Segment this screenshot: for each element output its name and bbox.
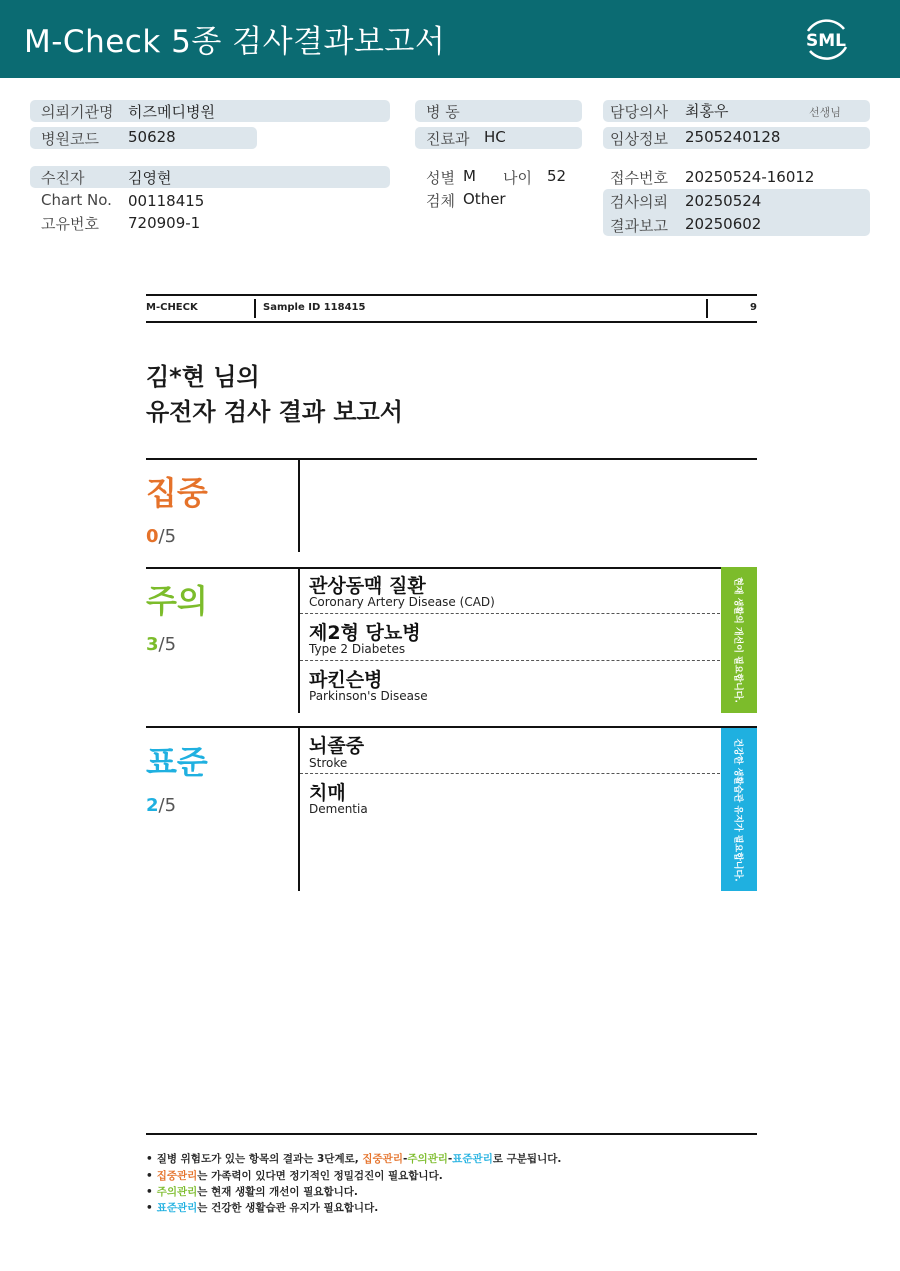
note-text: 로 구분됩니다. xyxy=(492,1153,562,1165)
disease-name-ko: 관상동맥 질환 xyxy=(309,575,426,597)
sex-value: M xyxy=(463,167,476,185)
result-value: 20250602 xyxy=(685,215,762,233)
institution-label: 의뢰기관명 xyxy=(41,103,114,121)
disease-name-ko: 제2형 당뇨병 xyxy=(309,622,421,644)
standard-section-divider xyxy=(298,728,300,891)
focus-section-divider xyxy=(298,460,300,552)
caution-section-name: 주의 xyxy=(146,582,208,620)
report-header-divider xyxy=(706,299,708,318)
hospital-code-label: 병원코드 xyxy=(41,130,99,148)
note-text: 는 가족력이 있다면 정기적인 정밀검진이 필요합니다. xyxy=(197,1170,443,1182)
note-dash: - xyxy=(402,1153,408,1165)
report-brand: M-CHECK xyxy=(146,302,198,313)
disease-name-en: Dementia xyxy=(309,802,368,816)
bullet-icon: • xyxy=(146,1202,153,1214)
page-number: 9 xyxy=(750,302,757,313)
note-tag-standard: 표준관리 xyxy=(452,1153,493,1165)
department-label: 진료과 xyxy=(426,130,470,148)
department-value: HC xyxy=(484,128,506,146)
note-tag-focus: 집중관리 xyxy=(156,1170,198,1182)
specimen-label: 검체 xyxy=(426,192,455,210)
receipt-value: 20250524-16012 xyxy=(685,168,815,186)
standard-count xyxy=(146,795,176,816)
specimen-value: Other xyxy=(463,190,506,208)
header-bar xyxy=(0,0,900,78)
report-header-bottom-rule xyxy=(146,321,757,323)
standard-section-rule xyxy=(146,726,757,728)
disease-name-en: Parkinson's Disease xyxy=(309,689,428,703)
focus-count xyxy=(146,526,176,547)
patient-title-line2: 유전자 검사 결과 보고서 xyxy=(146,398,403,426)
disease-name-ko: 뇌졸중 xyxy=(309,735,365,757)
request-value: 20250524 xyxy=(685,192,762,210)
disease-name-en: Type 2 Diabetes xyxy=(309,642,406,656)
standard-count-value: 2 xyxy=(146,795,159,816)
bullet-icon: • xyxy=(146,1170,153,1182)
id-value: 720909-1 xyxy=(128,214,201,232)
ward-label: 병 동 xyxy=(426,103,460,121)
standard-section-name: 표준 xyxy=(146,743,208,781)
disease-name-ko: 파킨슨병 xyxy=(309,669,383,691)
caution-side-text: 현재 생활의 개선이 필요합니다. xyxy=(732,577,743,703)
request-label: 검사의뢰 xyxy=(610,193,668,211)
patient-label: 수진자 xyxy=(41,169,85,187)
footer-note xyxy=(146,1151,561,1166)
note-dash: - xyxy=(447,1153,453,1165)
patient-value: 김영현 xyxy=(128,169,172,187)
disease-separator xyxy=(300,613,720,614)
focus-section-rule xyxy=(146,458,757,460)
caution-count-total: /5 xyxy=(158,634,177,655)
caution-count-value: 3 xyxy=(146,634,159,655)
disease-separator xyxy=(300,773,720,774)
note-text: 는 현재 생활의 개선이 필요합니다. xyxy=(197,1186,358,1198)
age-label: 나이 xyxy=(503,169,532,187)
focus-count-total: /5 xyxy=(158,526,177,547)
caution-section-rule xyxy=(146,567,757,569)
standard-side-text: 건강한 생활습관 유지가 필요합니다. xyxy=(732,737,743,882)
doctor-suffix: 선생님 xyxy=(809,106,841,119)
patient-title-line1: 김*현 님의 xyxy=(146,363,260,391)
age-value: 52 xyxy=(547,167,567,185)
receipt-label: 접수번호 xyxy=(610,169,668,187)
hospital-code-value: 50628 xyxy=(128,128,176,146)
bullet-icon: • xyxy=(146,1153,153,1165)
note-tag-standard: 표준관리 xyxy=(156,1202,198,1214)
clinical-value: 2505240128 xyxy=(685,128,781,146)
doctor-value: 최홍우 xyxy=(685,102,729,120)
note-tag-caution: 주의관리 xyxy=(407,1153,448,1165)
footer-note xyxy=(146,1184,358,1199)
disease-name-en: Coronary Artery Disease (CAD) xyxy=(309,595,495,609)
caution-count xyxy=(146,634,176,655)
caution-side-banner xyxy=(721,567,757,713)
result-label: 결과보고 xyxy=(610,217,668,235)
report-header-divider xyxy=(254,299,256,318)
footer-note xyxy=(146,1200,378,1215)
doctor-label: 담당의사 xyxy=(610,103,668,121)
sml-logo xyxy=(798,13,854,65)
note-tag-focus: 집중관리 xyxy=(362,1153,403,1165)
focus-section-name: 집중 xyxy=(146,474,208,512)
note-tag-caution: 주의관리 xyxy=(156,1186,198,1198)
bullet-icon: • xyxy=(146,1186,153,1198)
caution-section-divider xyxy=(298,569,300,713)
disease-name-ko: 치매 xyxy=(309,782,346,804)
note-text: 는 건강한 생활습관 유지가 필요합니다. xyxy=(197,1202,379,1214)
focus-count-value: 0 xyxy=(146,526,159,547)
chart-value: 00118415 xyxy=(128,192,205,210)
logo-text: SML xyxy=(806,31,846,51)
id-label: 고유번호 xyxy=(41,215,99,233)
sex-label: 성별 xyxy=(426,169,455,187)
sample-id: Sample ID 118415 xyxy=(263,302,366,313)
clinical-label: 임상정보 xyxy=(610,130,668,148)
disease-name-en: Stroke xyxy=(309,756,348,770)
footer-rule xyxy=(146,1133,757,1135)
institution-value: 히즈메디병원 xyxy=(128,103,215,121)
footer-note xyxy=(146,1168,443,1183)
note-text: 질병 위험도가 있는 항목의 결과는 3단계로, xyxy=(156,1153,363,1165)
report-header-top-rule xyxy=(146,294,757,296)
standard-side-banner xyxy=(721,728,757,891)
chart-label: Chart No. xyxy=(41,191,112,209)
report-title: M-Check 5종 검사결과보고서 xyxy=(24,24,446,60)
standard-count-total: /5 xyxy=(158,795,177,816)
disease-separator xyxy=(300,660,720,661)
